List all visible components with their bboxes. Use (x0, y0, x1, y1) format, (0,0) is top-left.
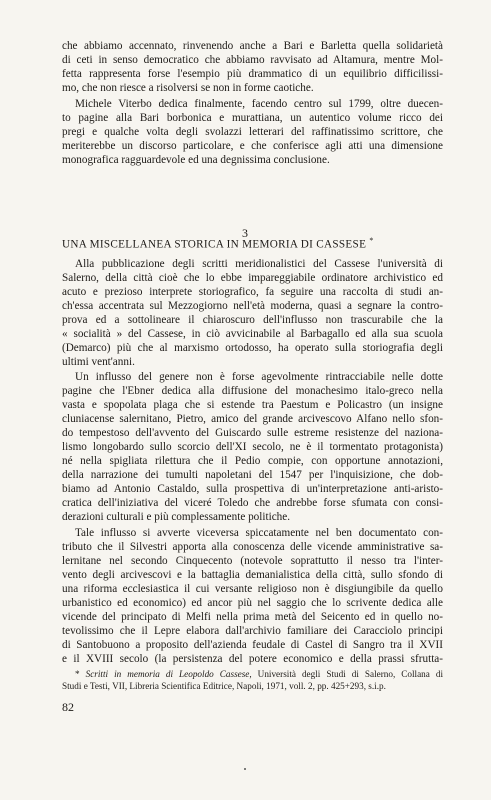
text-line: tributo che il Silvestri apporta alla conoscenza delle vicende amministrative sa- (62, 541, 443, 553)
text-line: monografica ragguardevole ed una degnissima conclusione. (62, 154, 330, 166)
text-line: to pagine alla Bari borbonica e murattiana, un autentico volume ricco dei (62, 112, 443, 124)
text-line: ultimi vent'anni. (62, 356, 135, 368)
text-line: acuto e prezioso interprete storiografico, fa seguire una raccolta di studi an- (62, 286, 443, 298)
footnote-marker: * (75, 669, 80, 679)
text-line: una riforma ecclesiastica il cui versante religioso non è disgiungibile da quello (62, 583, 443, 595)
text-line: (Demarco) più che al marxismo ortodosso, ha operato sulla storiografia degli (62, 342, 443, 354)
text-line: di Santobuono a proposito dell'azienda feudale di Castel di Sangro tra il XVII (62, 639, 443, 651)
text-line: che abbiamo accennato, rinvenendo anche a Bari e Barletta quella solidarietà (62, 40, 443, 52)
footnote-line-2: Studi e Testi, VII, Libreria Scientifica Editrice, Napoli, 1971, voll. 2, pp. 425+293, s.i.p. (62, 681, 386, 691)
section-number: 3 (242, 226, 249, 240)
section-title (62, 236, 443, 251)
text-line: vicende del principato di Melfi nella prima metà del Seicento ed in quello no- (62, 611, 443, 623)
text-line: Alla pubblicazione degli scritti meridionalistici del Cassese l'università di (75, 258, 443, 270)
text-line: cluniacense salernitano, Pietro, amico del grande arcivescovo Alfano nello sfon- (62, 413, 443, 425)
text-line: vento degli arcivescovi e la battaglia demanialistica della città, sullo sfondo di (62, 569, 443, 581)
print-speck (244, 768, 246, 770)
text-line: e il XVIII secolo (la persistenza del potere economico e della prassi sfrutta- (62, 653, 443, 665)
text-line: derazioni culturali e più complessamente politiche. (62, 511, 291, 523)
text-line: Tale influsso si avverte viceversa spiccatamente nel ben documentato con- (75, 527, 443, 539)
text-line: della narrazione dei tumulti napoletani del 1547 per l'inquisizione, che dob- (62, 469, 443, 481)
text-line: cratica dell'iniziativa del viceré Toledo che andrebbe forse sfumata con consi- (62, 497, 443, 509)
text-line: mo, che non riesce a risolversi se non in forme caotiche. (62, 82, 314, 94)
text-line: fetta rappresenta forse l'esempio più drammatico di un equilibrio difficilissi- (62, 68, 443, 80)
text-line: né nella spigliata rilettura che il Pedio compie, con opportune annotazioni, (62, 455, 443, 467)
footnote-text: , Università degli Studi di Salerno, Collana di (249, 669, 443, 679)
page-number: 82 (62, 700, 74, 714)
text-line: pregi e qualche volta degli svolazzi letterari del raffinatissimo scrittore, che (62, 126, 443, 138)
text-line: urbanistico ed economico) ed ancor più nel saggio che lo scrivente dedica alle (62, 597, 443, 609)
text-line: lernitane nel secondo Cinquecento (notevole soprattutto il nesso tra l'inter- (62, 555, 443, 567)
section-title-text: UNA MISCELLANEA STORICA IN MEMORIA DI CASSESE (62, 238, 367, 251)
text-line: meriterebbe un discorso particolare, e che conferisce agli atti una dimensione (62, 140, 443, 152)
text-line: ch'essa accentrata sul Mezzogiorno nell'età moderna, quasi a segnare la contro- (62, 300, 443, 312)
text-line: Michele Viterbo dedica finalmente, facendo centro sul 1799, oltre duecen- (75, 98, 443, 110)
text-line: « socialità » del Cassese, in ciò avvicinabile al Barbagallo ed alla sua scuola (62, 328, 443, 340)
text-line: vasta e spopolata plaga che si estende tra Paestum e Policastro (un insigne (62, 399, 443, 411)
text-line: biamo ad Antonio Castaldo, sulla prospettiva di un'interpretazione anti-aristo- (62, 483, 443, 495)
text-line: pagine che l'Ebner dedica alla diffusione del monachesimo italo-greco nella (62, 385, 443, 397)
footnote-marker: * (369, 236, 374, 245)
text-line: Un influsso del genere non è forse agevolmente rintracciabile nelle dotte (75, 371, 443, 383)
text-line: lismo longobardo sullo scorcio dell'XI secolo, ne è il tormentato protagonista) (62, 441, 443, 453)
footnote-title: Scritti in memoria di Leopoldo Cassese (85, 669, 250, 679)
text-line: Salerno, della città cioè che lo ebbe impareggiabile ordinatore archivistico ed (62, 272, 443, 284)
text-line: do tempestoso dell'avvento del Guiscardo sulle estreme resistenze del naziona- (62, 427, 443, 439)
text-line: prova ed a sottolineare il chiaroscuro dell'influsso non trascurabile che la (62, 314, 443, 326)
text-line: tevolissimo che il Lepre elabora dall'archivio familiare dei Caracciolo principi (62, 625, 443, 637)
text-line: di ceti in senso democratico che abbiamo ravvisato ad Altamura, mentre Mol- (62, 54, 443, 66)
